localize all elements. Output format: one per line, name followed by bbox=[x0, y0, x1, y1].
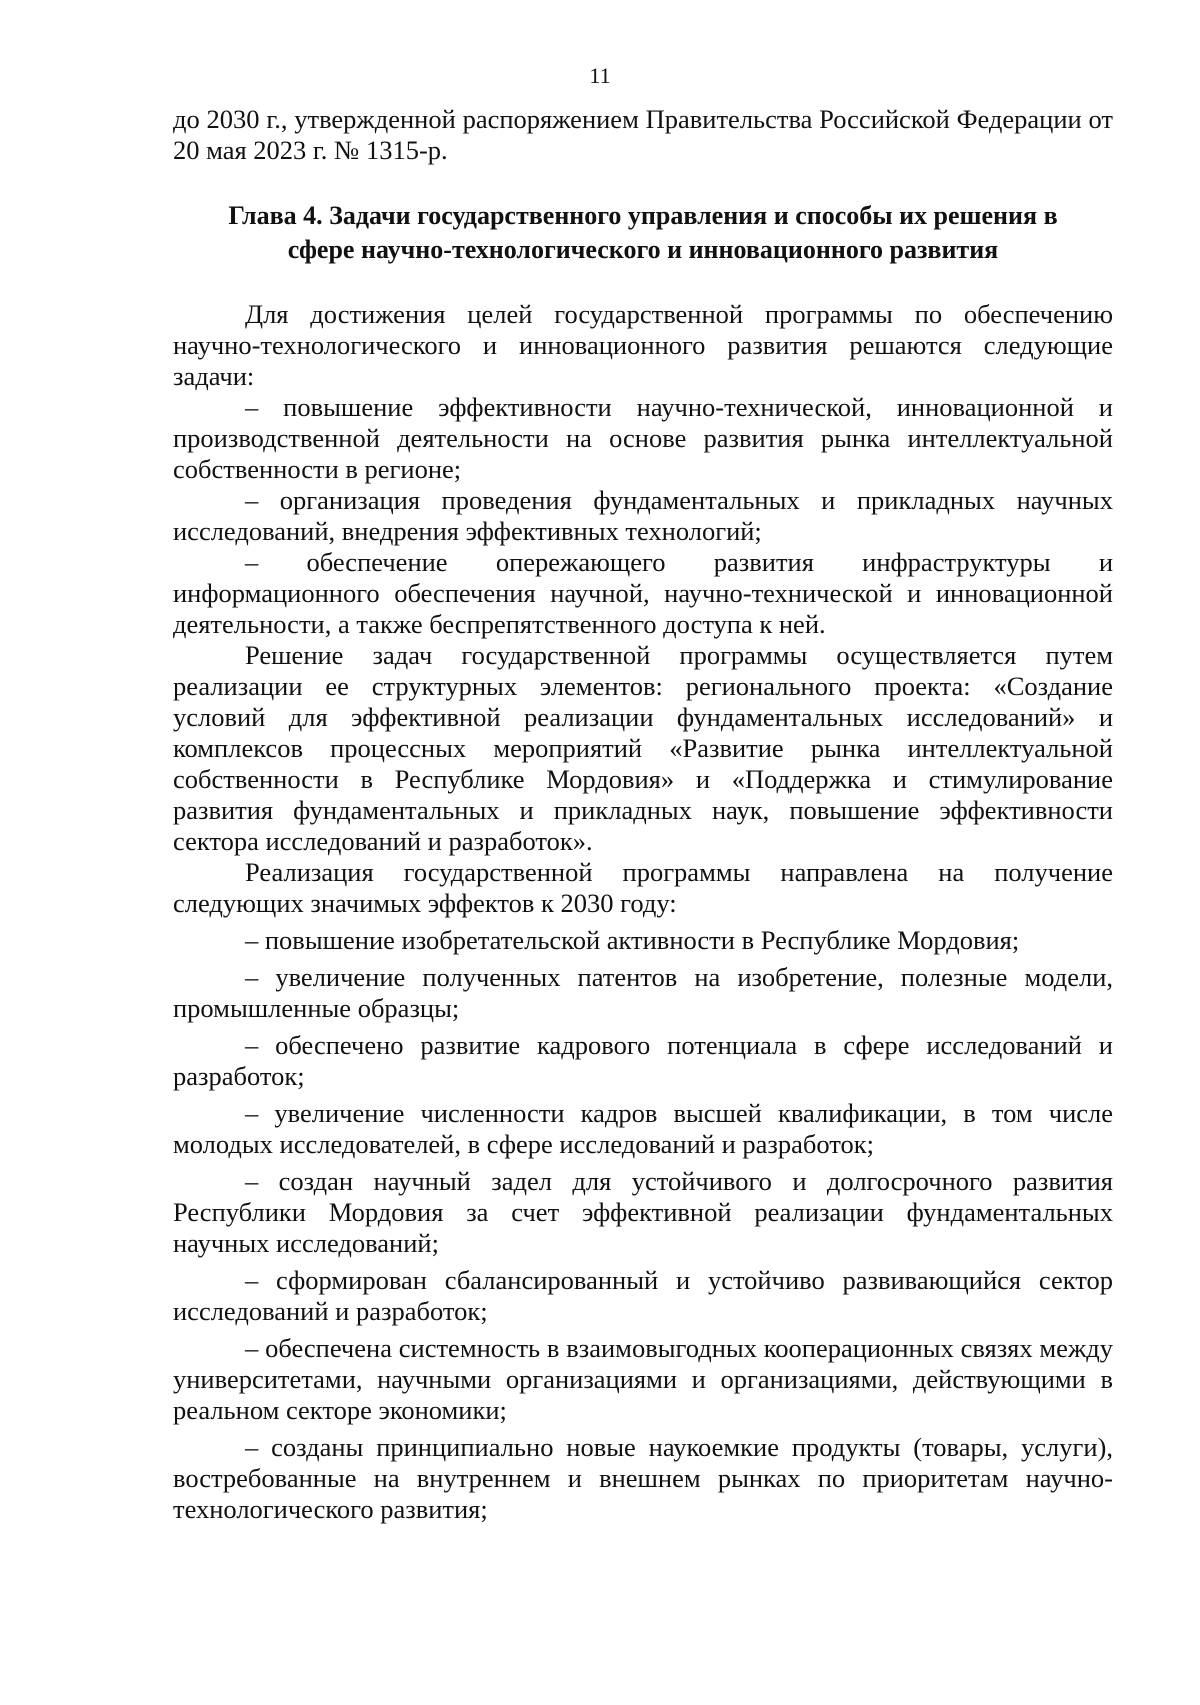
effect-item: – увеличение полученных патентов на изобретение, полезные модели, промышленные образцы; bbox=[173, 962, 1113, 1023]
solution-paragraph: Решение задач государственной программы осуществляется путем реализации ее структурных элементов: регионального проекта: «Создание условий для эффективной реализации фундаментальных исследований» и комплексов процессных мероприятий «Развитие рынка интеллектуальной собственности в Республике Мордовия» и «Поддержка и стимулирование развития фундаментальных и прикладных наук, повышение эффективности сектора исследований и разработок». bbox=[173, 640, 1113, 856]
chapter-heading-line-2: сфере научно-технологического и инновационного развития bbox=[287, 235, 999, 264]
effect-item: – увеличение численности кадров высшей квалификации, в том числе молодых исследователей, в сфере исследований и разработок; bbox=[173, 1098, 1113, 1159]
effect-item: – повышение изобретательской активности в Республике Мордовия; bbox=[245, 925, 1020, 955]
task-item: – повышение эффективности научно-технической, инновационной и производственной деятельности на основе развития рынка интеллектуальной собственности в регионе; bbox=[173, 392, 1113, 484]
effect-item: – создан научный задел для устойчивого и долгосрочного развития Республики Мордовия за счет эффективной реализации фундаментальных научных исследований; bbox=[173, 1166, 1113, 1258]
effect-item: – обеспечено развитие кадрового потенциала в сфере исследований и разработок; bbox=[173, 1030, 1113, 1091]
task-item: – организация проведения фундаментальных и прикладных научных исследований, внедрения эффективных технологий; bbox=[173, 485, 1113, 546]
effect-item: – сформирован сбалансированный и устойчиво развивающийся сектор исследований и разработок; bbox=[173, 1265, 1113, 1326]
document-body bbox=[173, 104, 1113, 1525]
page-number: 11 bbox=[589, 63, 611, 88]
chapter-heading bbox=[173, 199, 1113, 267]
chapter-heading-line-1: Глава 4. Задачи государственного управления и способы их решения в bbox=[228, 201, 1058, 230]
task-item: – обеспечение опережающего развития инфраструктуры и информационного обеспечения научной, научно-технической и инновационной деятельности, а также беспрепятственного доступа к ней. bbox=[173, 547, 1113, 639]
intro-continuation: до 2030 г., утвержденной распоряжением Правительства Российской Федерации от 20 мая 2023 г. № 1315-р. bbox=[173, 104, 1113, 165]
tasks-intro-paragraph: Для достижения целей государственной программы по обеспечению научно-технологического и инновационного развития решаются следующие задачи: bbox=[173, 299, 1113, 391]
effect-item: – обеспечена системность в взаимовыгодных кооперационных связях между университетами, научными организациями и организациями, действующими в реальном секторе экономики; bbox=[173, 1333, 1113, 1425]
effect-item: – созданы принципиально новые наукоемкие продукты (товары, услуги), востребованные на внутреннем и внешнем рынках по приоритетам научно-технологического развития; bbox=[173, 1432, 1113, 1524]
effects-intro-paragraph: Реализация государственной программы направлена на получение следующих значимых эффектов к 2030 году: bbox=[173, 857, 1113, 918]
